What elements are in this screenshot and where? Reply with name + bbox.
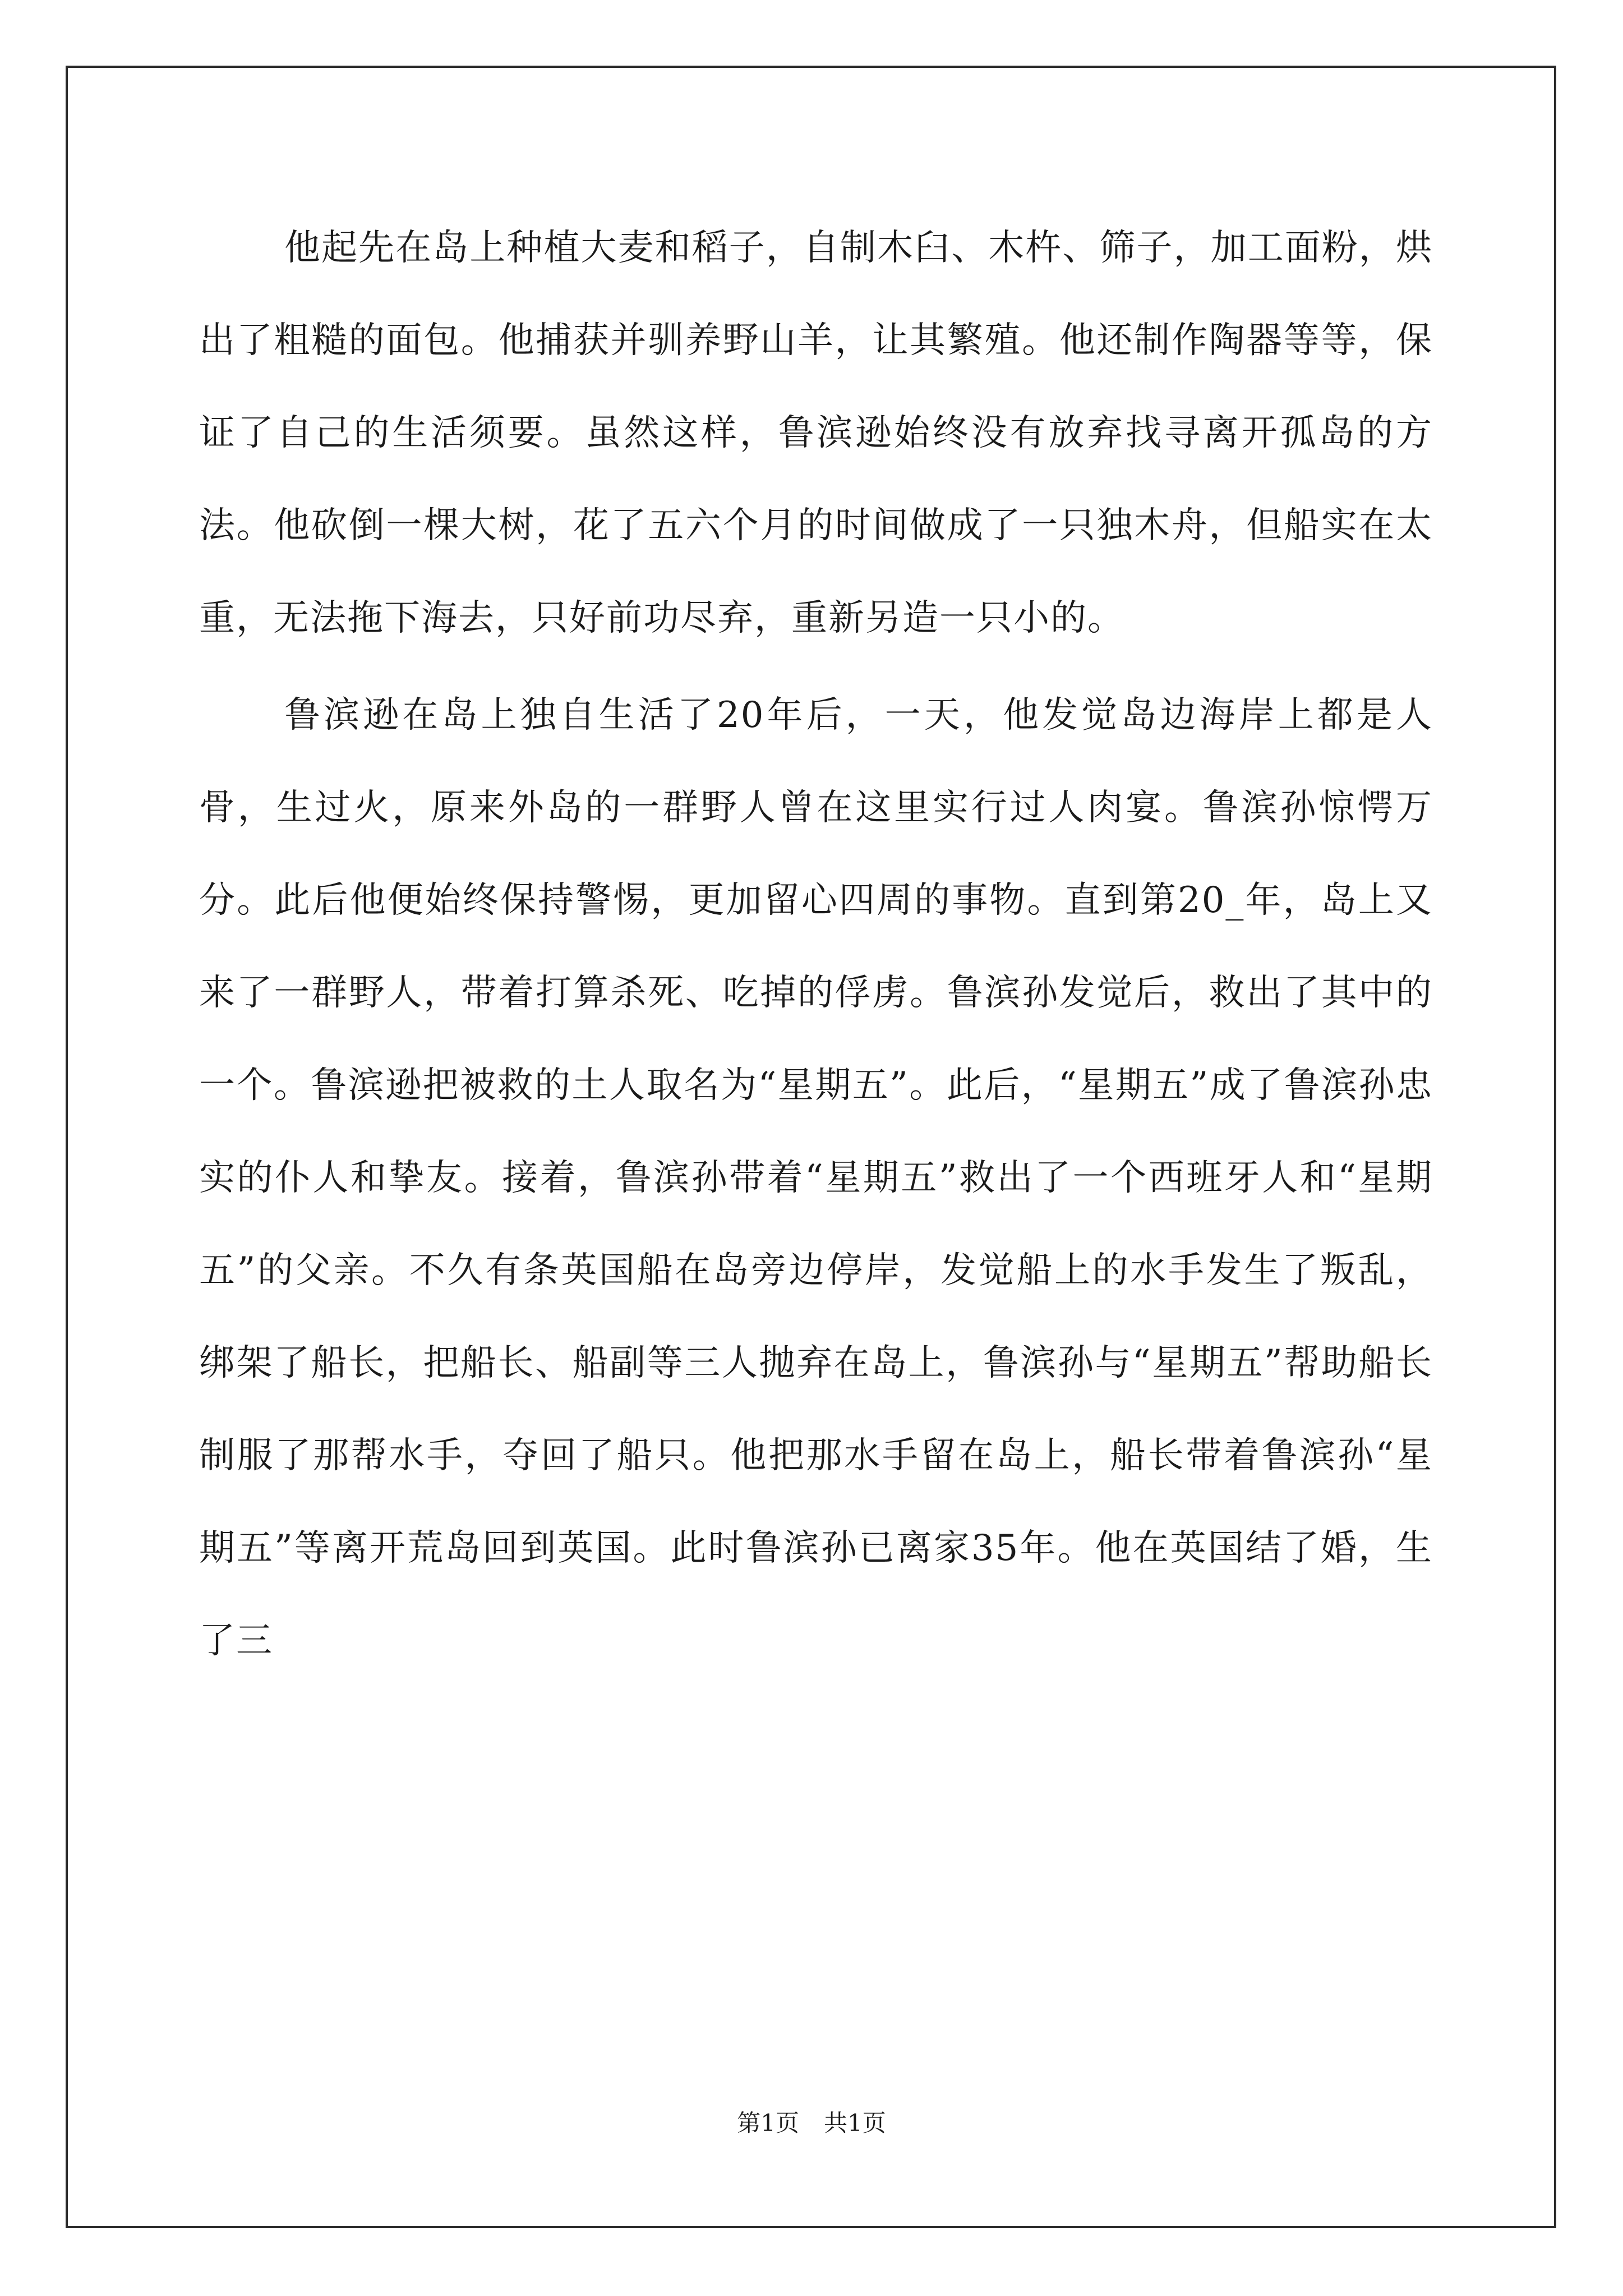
paragraph-1: 他起先在岛上种植大麦和稻子，自制木臼、木杵、筛子，加工面粉，烘出了粗糙的面包。他捕获并驯养野山羊，让其繁殖。他还制作陶器等等，保证了自己的生活须要。虽然这样，鲁滨逊始终没有放弃找寻离开孤岛的方法。他砍倒一棵大树，花了五六个月的时间做成了一只独木舟，但船实在太重，无法拖下海去，只好前功尽弃，重新另造一只小的。 xyxy=(199,227,1433,639)
paragraph-2: 鲁滨逊在岛上独自生活了20年后，一天，他发觉岛边海岸上都是人骨，生过火，原来外岛的一群野人曾在这里实行过人肉宴。鲁滨孙惊愕万分。此后他便始终保持警惕，更加留心四周的事物。直到第20_年，岛上又来了一群野人，带着打算杀死、吃掉的俘虏。鲁滨孙发觉后，救出了其中的一个。鲁滨逊把被救的土人取名为“星期五”。此后，“星期五”成了鲁滨孙忠实的仆人和挚友。接着，鲁滨孙带着“星期五”救出了一个西班牙人和“星期五”的父亲。不久有条英国船在岛旁边停岸，发觉船上的水手发生了叛乱，绑架了船长，把船长、船副等三人抛弃在岛上，鲁滨孙与“星期五”帮助船长制服了那帮水手，夺回了船只。他把那水手留在岛上，船长带着鲁滨孙“星期五”等离开荒岛回到英国。此时鲁滨孙已离家35年。他在英国结了婚，生了三 xyxy=(199,694,1433,1662)
page-number-current: 第1页 xyxy=(737,2109,799,2137)
document-body xyxy=(199,202,1433,1997)
page-footer xyxy=(0,2106,1623,2140)
page-number-total: 共1页 xyxy=(824,2109,886,2137)
